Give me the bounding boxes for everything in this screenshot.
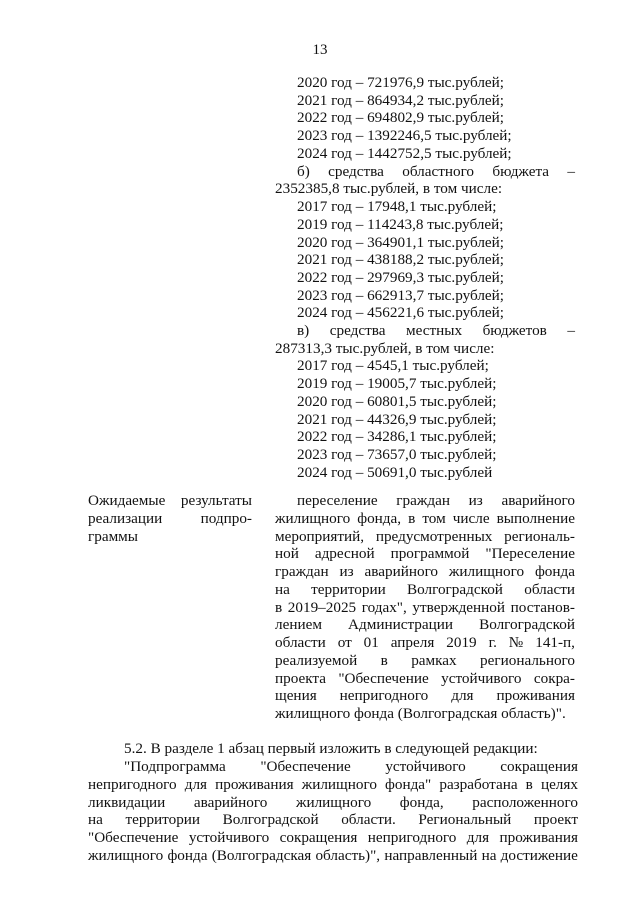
text-line [297,492,575,510]
funding-line: 2022 год – 297969,3 тыс.рублей; [297,269,505,286]
word: адресной [314,545,375,563]
word: области. [341,811,396,829]
regional-budget-heading [297,163,575,181]
word: непригодного [339,687,429,705]
word: Администрации [348,616,453,634]
funding-line: 2017 год – 4545,1 тыс.рублей; [297,357,489,374]
word: сокра- [533,669,575,687]
text-line [88,794,578,812]
word: целях [540,775,578,793]
local-total: 287313,3 тыс.рублей, в том числе: [275,340,495,357]
section-heading: 5.2. В разделе 1 абзац первый изложить в следующей редакции: [124,740,538,757]
funding-line: 2019 год – 19005,7 тыс.рублей; [297,375,497,392]
text-line [275,670,575,688]
word: программой [390,545,470,563]
word: в [275,598,283,616]
funding-line: 2021 год – 44326,9 тыс.рублей; [297,411,497,428]
word: постанов- [510,598,575,616]
word: щения [275,687,317,705]
funding-line: 2024 год – 456221,6 тыс.рублей; [297,304,505,321]
word: жилищного [295,793,372,811]
word: жилищного [448,563,525,580]
word: областного [402,163,475,180]
word: проживания [499,829,578,846]
word: от [337,634,352,651]
page-number: 13 [312,42,328,58]
word: территории [125,811,201,829]
word: непригодного [367,829,457,846]
word: области [275,634,326,651]
word: апреля [390,634,435,651]
text-line [275,652,575,670]
text-line [88,829,578,847]
text-line [275,599,575,617]
regional-total: 2352385,8 тыс.рублей, в том числе: [275,180,503,197]
word: для [184,775,208,793]
word: направленный [384,846,478,864]
funding-line: 2024 год – 1442752,5 тыс.рублей; [297,145,512,162]
word: проживания [496,687,575,705]
word: Волгоградской [407,580,503,598]
word: для [451,687,474,705]
word: проживания [215,775,294,793]
word: фонда" [385,775,432,793]
word: из [468,492,483,509]
word: территории [311,580,386,598]
funding-line: 2021 год – 864934,2 тыс.рублей; [297,92,505,109]
word: аварийного [364,563,439,580]
word: проект [533,811,578,829]
text-line [275,581,575,599]
word: № [508,634,524,651]
text-line [275,510,575,528]
word: выполнение [496,509,575,527]
word: бюджета [492,163,550,180]
word: в [380,651,388,669]
word: – [567,322,575,339]
word: "Переселение [485,545,575,563]
word: на [481,846,497,864]
text-line [275,563,575,581]
funding-line: 2019 год – 114243,8 тыс.рублей; [297,216,504,233]
word: Волгоградской [479,616,575,634]
word: мероприятий, [275,527,365,545]
word: на [275,580,290,598]
word: разработана [439,775,518,793]
word: устойчивого [441,669,522,687]
word: для [466,829,490,846]
word: граждан [275,563,329,580]
word: жилищного [301,775,377,793]
word: в) [297,322,310,339]
word: региональ- [504,527,575,545]
funding-line: 2020 год – 364901,1 тыс.рублей; [297,234,505,251]
word: область)", [315,846,381,864]
word: сокращения [500,758,578,775]
word: средства [329,322,386,339]
funding-line: 2023 год – 1392246,5 тыс.рублей; [297,127,512,144]
word: 01 [363,634,379,651]
word: ной [275,545,299,563]
word: – [567,163,575,180]
word: средства [328,163,384,180]
word: переселение [297,492,378,509]
funding-line: 2020 год – 60801,5 тыс.рублей; [297,393,497,410]
word: аварийного [501,492,575,509]
word: жилищного [275,509,351,527]
word: "Обеспечение [338,669,429,687]
word: сокращения [279,829,358,846]
word: 141-п, [535,634,575,651]
results-label-line-1 [88,492,252,510]
results-label-line-3: граммы [88,528,138,545]
word: фонда, [357,509,402,527]
word: фонда, [399,793,444,811]
funding-line: 2024 год – 50691,0 тыс.рублей [297,464,493,481]
funding-line: 2020 год – 721976,9 тыс.рублей; [297,74,505,91]
word: б) [297,163,310,180]
word: области [524,580,575,598]
word: регионального [480,651,575,669]
word: лением [275,616,322,634]
local-budget-heading [297,322,575,340]
word: г. [488,634,497,651]
word: из [339,563,354,580]
word: подпро- [200,510,252,527]
word: утвержденной [412,598,506,616]
word: реализуемой [275,651,358,669]
word: в [525,775,533,793]
word: Волгоградской [222,811,319,829]
text-line [275,528,575,546]
word: бюджетов [482,322,547,339]
word: устойчивого [188,829,270,846]
word: 2019–2025 [287,598,357,616]
word: на [88,811,103,829]
word: предусмотренных [375,527,493,545]
funding-line: 2017 год – 17948,1 тыс.рублей; [297,198,497,215]
word: Ожидаемые [88,492,166,509]
word: (Волгоградская [211,846,312,864]
word: том [422,509,446,527]
text-line [88,811,578,829]
text-line [275,545,575,563]
word: устойчивого [385,758,466,775]
word: ликвидации [88,793,166,811]
word: непригодного [88,775,177,793]
word: фонда [534,563,575,580]
funding-line: 2023 год – 662913,7 тыс.рублей; [297,287,505,304]
word: фонда [167,846,208,864]
funding-line: 2021 год – 438188,2 тыс.рублей; [297,251,505,268]
word: "Подпрограмма [124,758,226,775]
word: Региональный [418,811,512,829]
funding-line: 2022 год – 694802,9 тыс.рублей; [297,109,505,126]
results-label-line-2 [88,510,252,528]
word: в [408,509,416,527]
word: местных [406,322,463,339]
word: достижение [500,846,578,864]
word: жилищного [88,846,164,864]
word: "Обеспечение [260,758,351,775]
text-line: жилищного фонда (Волгоградская область)". [275,705,566,722]
word: результаты [180,492,252,509]
word: реализации [88,510,163,527]
funding-line: 2022 год – 34286,1 тыс.рублей; [297,428,497,445]
text-line [124,758,578,776]
word: "Обеспечение [88,829,179,846]
word: 2019 [446,634,477,651]
word: аварийного [193,793,268,811]
funding-line: 2023 год – 73657,0 тыс.рублей; [297,446,497,463]
word: числе [452,509,490,527]
word: граждан [396,492,450,509]
text-line [88,776,578,794]
word: проекта [275,669,326,687]
word: годах", [361,598,407,616]
text-line [88,847,578,865]
text-line [275,687,575,705]
text-line [275,634,575,652]
text-line [275,616,575,634]
word: рамках [411,651,457,669]
word: расположенного [472,793,578,811]
